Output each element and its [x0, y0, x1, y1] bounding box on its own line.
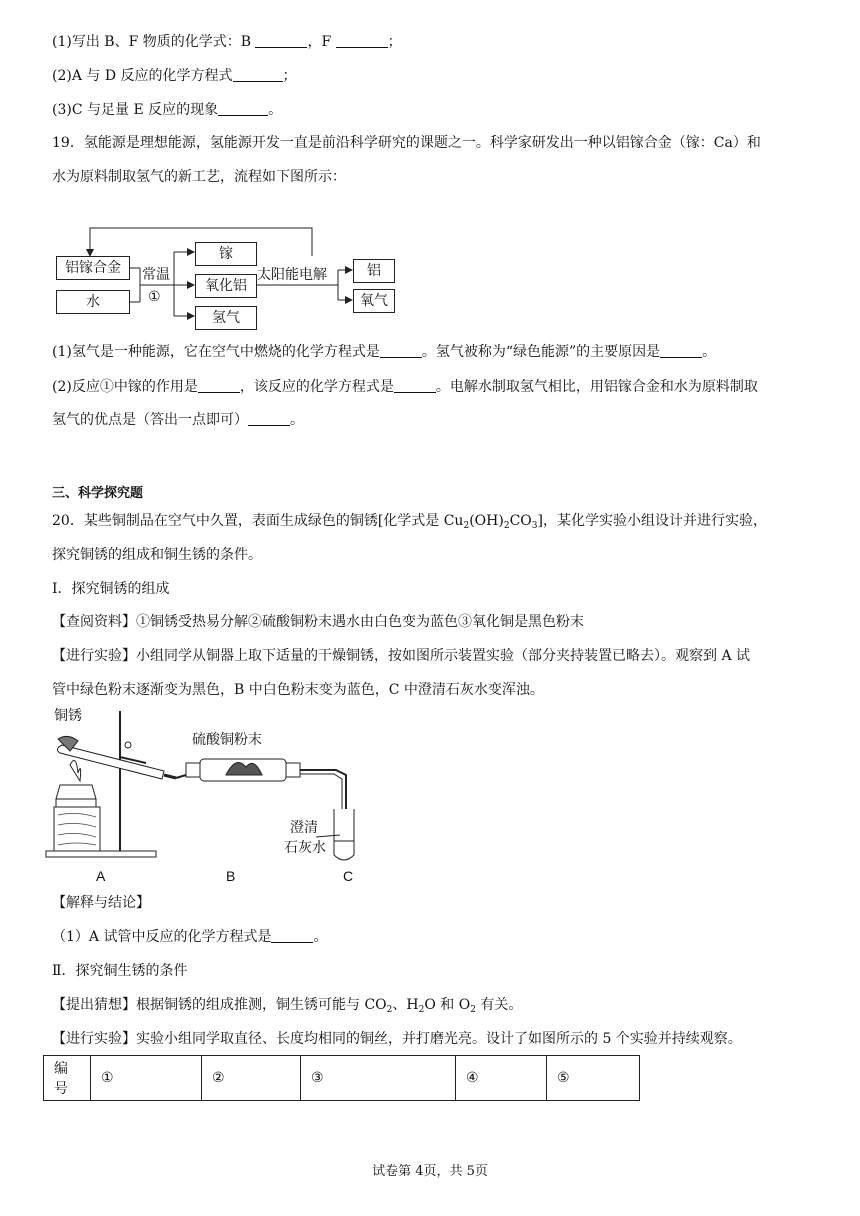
q20-exp-line2: 管中绿色粉末逐渐变为黑色，B 中白色粉末变为蓝色，C 中澄清石灰水变浑浊。 — [52, 682, 544, 698]
apparatus-diagram — [40, 705, 370, 885]
answer-blank[interactable] — [271, 928, 313, 943]
q18-p2-end: ； — [282, 68, 297, 84]
q19-sub2 — [52, 377, 758, 397]
answer-blank[interactable] — [248, 411, 290, 426]
q20-c1 — [52, 927, 327, 947]
q20-exp-line3: 【进行实验】实验小组同学取直径、长度均相同的铜丝，并打磨光亮。设计了如图所示的 5 个实验并持续观察。 — [52, 1031, 742, 1047]
q19-sub2-cont — [52, 410, 304, 430]
q18-part1 — [52, 32, 402, 52]
q18-p3-text: (3)C 与足量 E 反应的现象 — [52, 102, 219, 118]
answer-blank[interactable] — [660, 343, 702, 358]
answer-blank[interactable] — [255, 33, 307, 48]
q19-s1-end: 。 — [702, 344, 717, 360]
flow-condition-room-temp: 常温 — [142, 267, 170, 283]
label-b: B — [226, 868, 236, 884]
flow-condition-electrolysis: 太阳能电解 — [257, 267, 327, 283]
q18-p3-end: 。 — [268, 102, 283, 118]
table-cell: ④ — [456, 1056, 547, 1101]
q20-info: 【查阅资料】①铜锈受热易分解②硫酸铜粉末遇水由白色变为蓝色③氧化铜是黑色粉末 — [52, 614, 584, 630]
table-cell: ⑤ — [547, 1056, 640, 1101]
q18-p1-text: (1)写出 B、F 物质的化学式：B — [52, 34, 252, 50]
table-cell-header: 编号 — [44, 1056, 91, 1101]
q20-exp-line1: 【进行实验】小组同学从铜器上取下适量的干燥铜锈，按如图所示装置实验（部分夹持装置已略去）。观察到 A 试 — [52, 648, 751, 664]
page-footer: 试卷第 4页，共 5页 — [372, 1164, 488, 1179]
answer-blank[interactable] — [336, 33, 388, 48]
flow-box-gallium: 镓 — [195, 242, 257, 266]
flow-box-alumina: 氧化铝 — [195, 274, 257, 298]
q20-c1-text: （1）A 试管中反应的化学方程式是 — [52, 929, 272, 945]
label-copper-sulfate: 硫酸铜粉末 — [192, 732, 262, 748]
label-limewater-2: 石灰水 — [284, 840, 326, 856]
q19-s1-text2: 。氢气被称为“绿色能源”的主要原因是 — [421, 344, 661, 360]
q20-intro-line2: 探究铜锈的组成和铜生锈的条件。 — [52, 547, 262, 563]
flow-diagram — [40, 220, 400, 330]
q19-sub1 — [52, 342, 716, 362]
q19-s1-text: (1)氢气是一种能源，它在空气中燃烧的化学方程式是 — [52, 344, 380, 360]
answer-blank[interactable] — [218, 101, 268, 116]
q20-c1-end: 。 — [313, 929, 328, 945]
q20-conclusion-heading: 【解释与结论】 — [52, 895, 150, 911]
q18-p2-text: (2)A 与 D 反应的化学方程式 — [52, 68, 233, 84]
section-heading: 三、科学探究题 — [52, 486, 144, 501]
answer-blank[interactable] — [198, 378, 240, 393]
q18-p1-mid: ，F — [307, 34, 332, 50]
label-copper-rust: 铜锈 — [54, 708, 82, 724]
flow-box-oxygen: 氧气 — [353, 289, 395, 313]
q18-part3 — [52, 100, 282, 120]
q19-s2-text4: 氢气的优点是（答出一点即可） — [52, 412, 248, 428]
label-limewater-1: 澄清 — [290, 820, 318, 836]
q19-s2-text3: 。电解水制取氢气相比，用铝镓合金和水为原料制取 — [435, 379, 758, 395]
flow-condition-reaction-1: ① — [148, 289, 161, 305]
q19-s2-end: 。 — [290, 412, 304, 428]
q19-s2-text: (2)反应①中镓的作用是 — [52, 379, 198, 395]
q20-part-i: I．探究铜锈的组成 — [52, 581, 170, 597]
q18-p1-end: ； — [387, 34, 402, 50]
label-c: C — [343, 868, 354, 884]
table-cell: ③ — [301, 1056, 456, 1101]
answer-blank[interactable] — [380, 343, 422, 358]
q20-intro-line1: 20．某些铜制品在空气中久置，表面生成绿色的铜锈[化学式是 $Cu_2(OH)_2CO_3$]，某化学实验小组设计并进行实验， — [52, 513, 767, 531]
answer-blank[interactable] — [233, 67, 283, 82]
table-cell: ① — [91, 1056, 202, 1101]
q20-l1-text2: ，某化学实验小组设计并进行实验， — [542, 513, 767, 529]
flow-box-hydrogen: 氢气 — [195, 306, 257, 330]
flow-box-water: 水 — [56, 290, 130, 314]
q19-intro-line2: 水为原料制取氢气的新工艺，流程如下图所示： — [52, 169, 346, 185]
q20-guess-text: 【提出猜想】根据铜锈的组成推测，铜生锈可能与 CO — [52, 997, 387, 1013]
q19-intro-line1: 19．氢能源是理想能源，氢能源开发一直是前沿科学研究的课题之一。科学家研发出一种以铝镓合金（镓：Ca）和 — [52, 135, 761, 151]
q20-l1-text: 20．某些铜制品在空气中久置，表面生成绿色的铜锈[化学式是 Cu — [52, 513, 464, 529]
experiment-table — [43, 1055, 640, 1101]
table-row — [44, 1056, 640, 1101]
table-cell: ② — [202, 1056, 301, 1101]
q20-part-ii: Ⅱ．探究铜生锈的条件 — [52, 963, 188, 979]
q19-s2-text2: ，该反应的化学方程式是 — [239, 379, 394, 395]
q18-part2 — [52, 66, 297, 86]
flow-box-alloy: 铝镓合金 — [56, 256, 130, 280]
answer-blank[interactable] — [394, 378, 436, 393]
q20-guess: 【提出猜想】根据铜锈的组成推测，铜生锈可能与 $CO_2$、$H_2O$ 和 $O_2$ 有关。 — [52, 997, 523, 1015]
label-a: A — [96, 868, 106, 884]
flow-box-aluminium: 铝 — [353, 259, 395, 283]
